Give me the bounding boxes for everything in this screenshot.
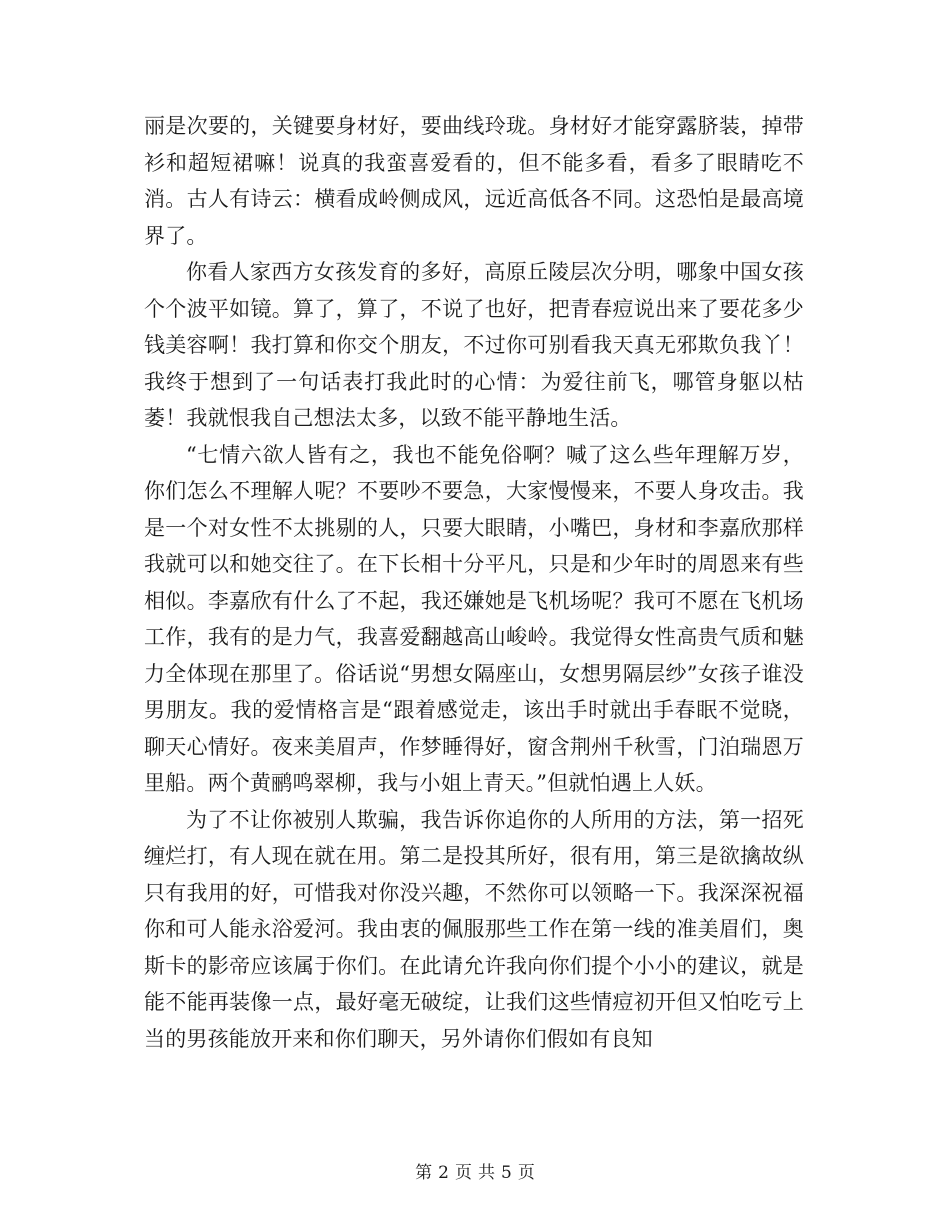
paragraph-1: 丽是次要的，关键要身材好，要曲线玲珑。身材好才能穿露脐装，掉带衫和超短裙嘛！说真的我蛮喜爱看的，但不能多看，看多了眼睛吃不消。古人有诗云：横看成岭侧成风，远近高低各不同。这恐怕是最高境界了。 <box>144 114 804 248</box>
footer-current-page: 2 <box>438 1163 449 1183</box>
footer-total-pages: 5 <box>501 1163 512 1183</box>
page-footer <box>0 1158 950 1183</box>
footer-prefix: 第 <box>415 1163 433 1183</box>
footer-total-word: 共 <box>478 1163 495 1183</box>
paragraph-2: 你看人家西方女孩发育的多好，高原丘陵层次分明，哪象中国女孩个个波平如镜。算了，算了，不说了也好，把青春痘说出来了要花多少钱美容啊！我打算和你交个朋友，不过你可别看我天真无邪欺负我丫！我终于想到了一句话表打我此时的心情：为爱往前飞，哪管身躯以枯萎！我就恨我自己想法太多，以致不能平静地生活。 <box>144 260 804 430</box>
paragraph-4: 为了不让你被别人欺骗，我告诉你追你的人所用的方法，第一招死缠烂打，有人现在就在用。第二是投其所好，很有用，第三是欲擒故纵只有我用的好，可惜我对你没兴趣，不然你可以领略一下。我深深祝福你和可人能永浴爱河。我由衷的佩服那些工作在第一线的准美眉们，奥斯卡的影帝应该属于你们。在此请允许我向你们提个小小的建议，就是能不能再装像一点，最好毫无破绽，让我们这些情痘初开但又怕吃亏上当的男孩能放开来和你们聊天，另外请你们假如有良知 <box>144 807 804 1051</box>
footer-page-word: 页 <box>455 1163 472 1183</box>
footer-suffix: 页 <box>517 1163 535 1183</box>
paragraph-3: “七情六欲人皆有之，我也不能免俗啊？喊了这么些年理解万岁，你们怎么不理解人呢？不要吵不要急，大家慢慢来，不要人身攻击。我是一个对女性不太挑剔的人，只要大眼睛，小嘴巴，身材和李嘉欣那样我就可以和她交往了。在下长相十分平凡，只是和少年时的周恩来有些相似。李嘉欣有什么了不起，我还嫌她是飞机场呢？我可不愿在飞机场工作，我有的是力气，我喜爱翻越高山峻岭。我觉得女性高贵气质和魅力全体现在那里了。俗话说“男想女隔座山，女想男隔层纱”女孩子谁没男朋友。我的爱情格言是“跟着感觉走，该出手时就出手春眠不觉晓，聊天心情好。夜来美眉声，作梦睡得好，窗含荆州千秋雪，门泊瑞恩万里船。两个黄鹂鸣翠柳，我与小姐上青天。”但就怕遇上人妖。 <box>144 442 804 795</box>
document-body <box>144 108 804 1057</box>
